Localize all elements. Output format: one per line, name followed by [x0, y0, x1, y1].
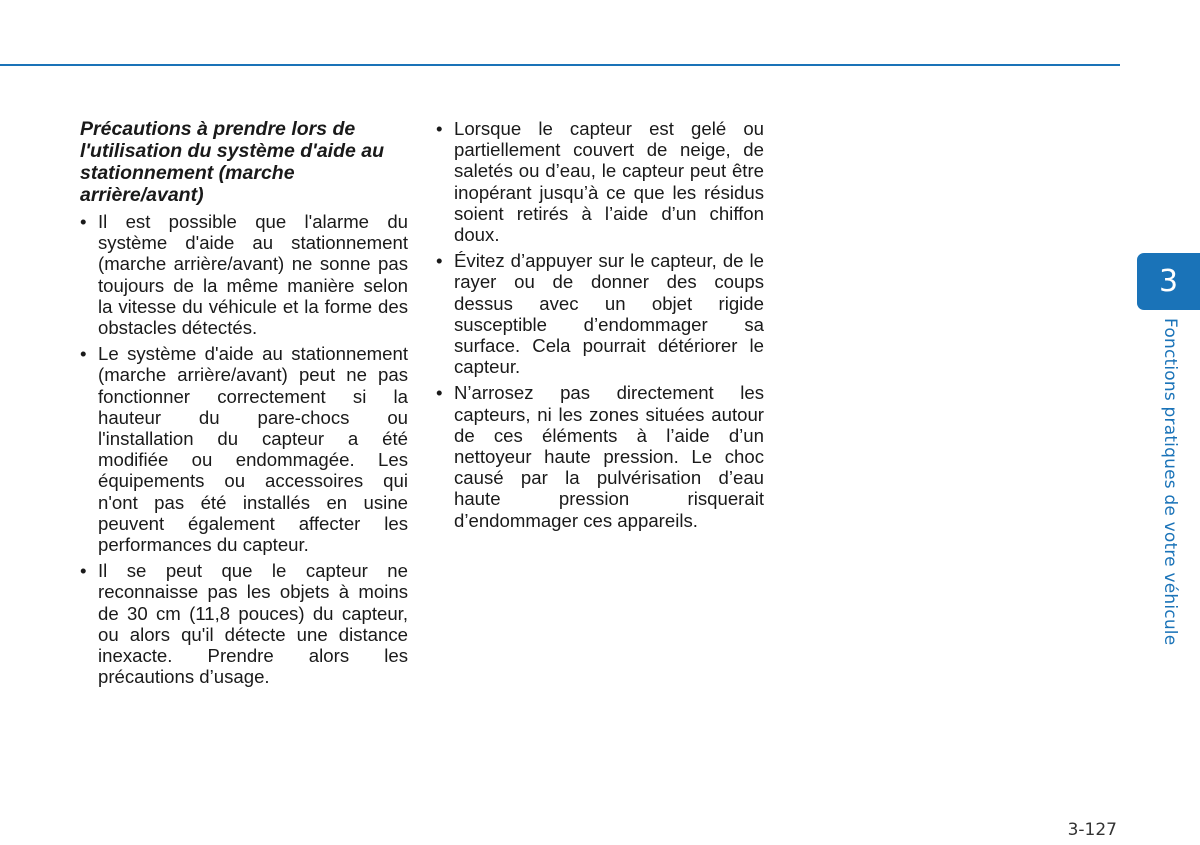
bullet-dot-icon: • [80, 211, 87, 232]
list-item [80, 343, 408, 555]
list-item [80, 560, 408, 687]
section-heading: Précautions à prendre lors de l'utilisation du système d'aide au stationnement (marche arrière/avant) [80, 118, 385, 206]
bullet-text: Il se peut que le capteur ne reconnaisse pas les objets à moins de 30 cm (11,8 pouces) du capteur, ou alors qu'il détecte une distance inexacte. Prendre alors les précautions d’usage. [98, 560, 408, 688]
chapter-tab [1137, 253, 1200, 310]
left-bullet-list [80, 211, 408, 687]
bullet-dot-icon: • [436, 382, 443, 404]
bullet-text: N’arrosez pas directement les capteurs, ni les zones situées autour de ces éléments à l’aide d’un nettoyeur haute pression. Le choc causé par la pulvérisation d’eau haute pression risquerait d’endommager ces appareils. [454, 382, 764, 531]
list-item [80, 211, 408, 338]
bullet-text: Évitez d’appuyer sur le capteur, de le rayer ou de donner des coups dessus avec un objet rigide susceptible d’endommager sa surface. Cela pourrait détériorer le capteur. [454, 250, 764, 378]
bullet-text: Il est possible que l'alarme du système d'aide au stationnement (marche arrière/avant) ne sonne pas toujours de la même manière selon la vitesse du véhicule et la forme des obstacles détectés. [98, 211, 408, 339]
list-item [436, 382, 764, 530]
right-bullet-list [436, 118, 764, 531]
right-column [436, 118, 764, 536]
bullet-dot-icon: • [436, 250, 443, 272]
bullet-text: Lorsque le capteur est gelé ou partiellement couvert de neige, de saletés ou d’eau, le capteur peut être inopérant jusqu’à ce que les résidus soient retirés à l’aide d’un chiffon doux. [454, 118, 764, 246]
chapter-title: Fonctions pratiques de votre véhicule [1160, 318, 1180, 646]
bullet-dot-icon: • [436, 118, 443, 139]
bullet-dot-icon: • [80, 343, 87, 365]
page-number: 3-127 [1067, 820, 1117, 840]
list-item [436, 118, 764, 245]
header-rule [0, 64, 1120, 66]
bullet-dot-icon: • [80, 560, 87, 582]
chapter-number: 3 [1158, 264, 1179, 299]
left-column [80, 118, 408, 692]
list-item [436, 250, 764, 377]
bullet-text: Le système d'aide au stationnement (marche arrière/avant) peut ne pas fonctionner correctement si la hauteur du pare-chocs ou l'installation du capteur a été modifiée ou endommagée. Les équipements ou accessoires qui n'ont pas été installés en usine peuvent également affecter les performances du capteur. [98, 343, 408, 556]
